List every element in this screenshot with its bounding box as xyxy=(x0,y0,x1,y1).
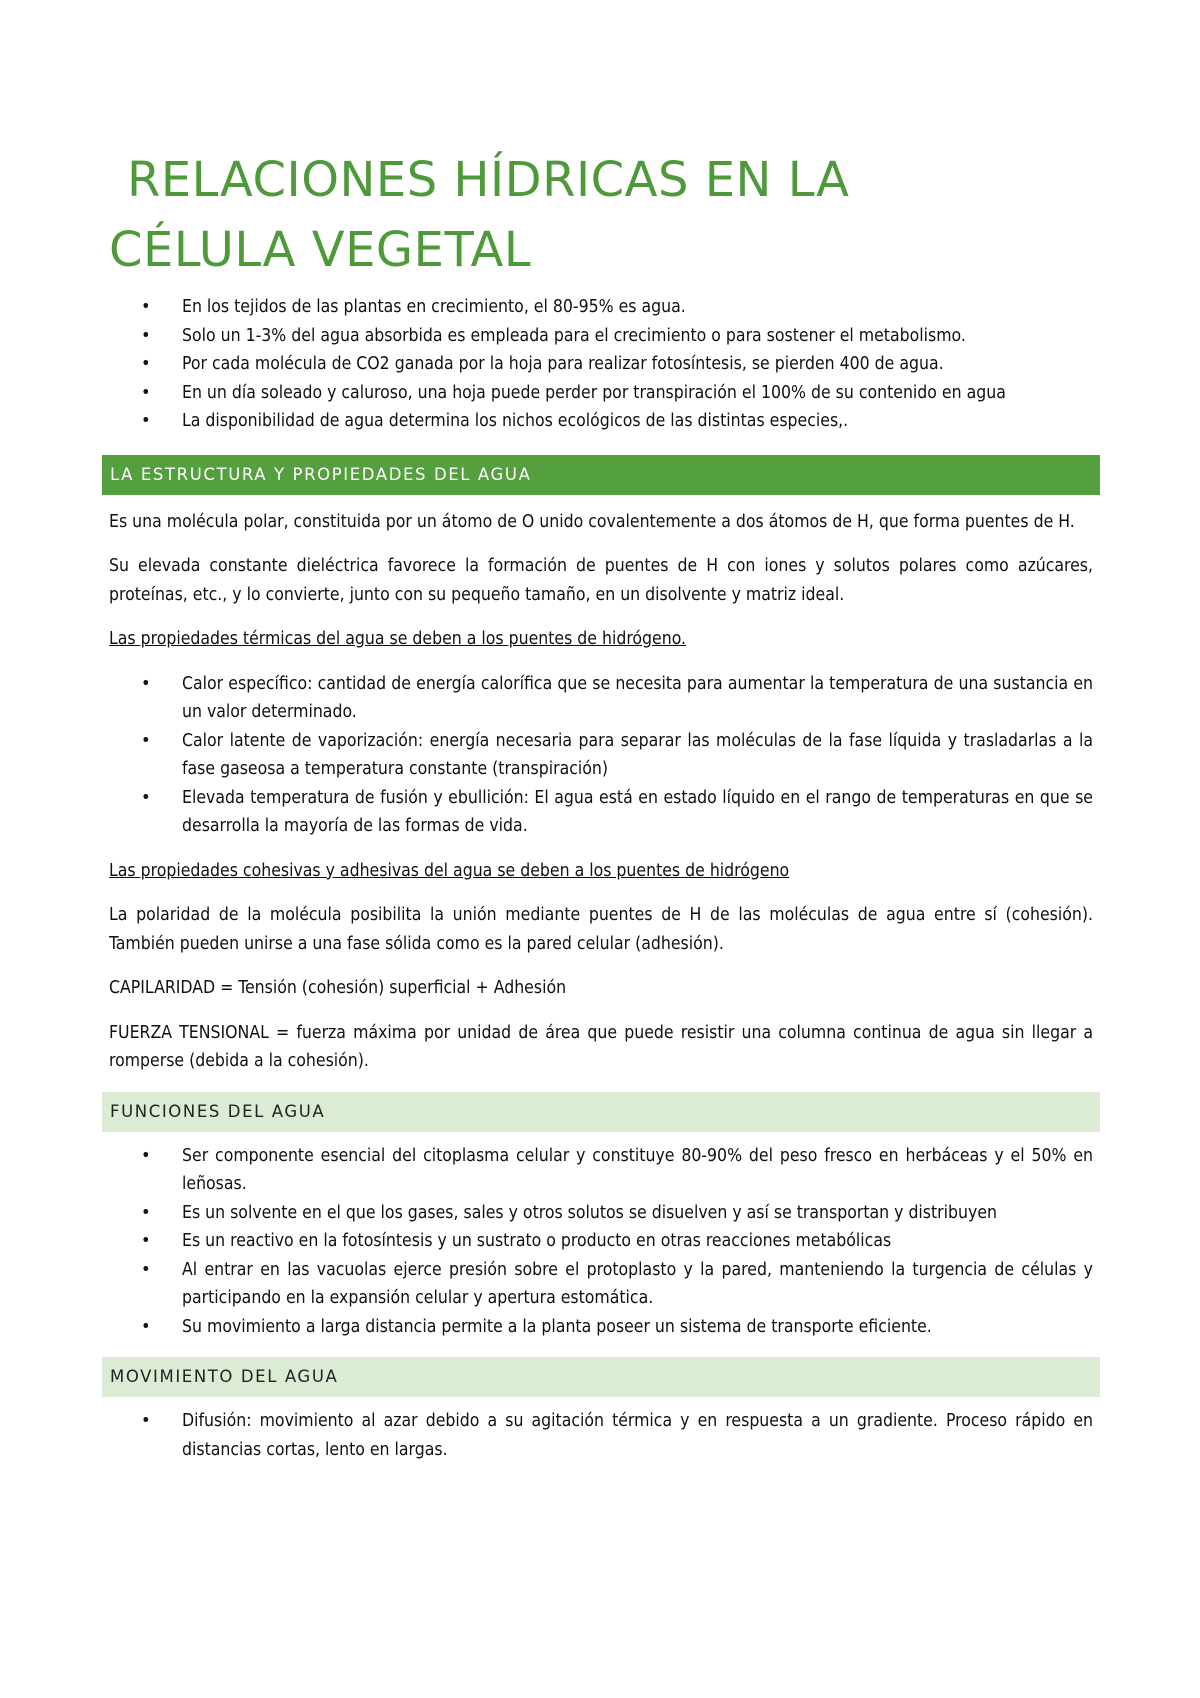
list-item: • En un día soleado y caluroso, una hoja puede perder por transpiración el 100% de su contenido en agua xyxy=(109,379,1093,408)
thermal-list xyxy=(109,670,1093,841)
subheading-cohesive: Las propiedades cohesivas y adhesivas del agua se deben a los puentes de hidrógeno xyxy=(109,860,790,881)
list-item: • Al entrar en las vacuolas ejerce presión sobre el protoplasto y la pared, manteniendo la turgencia de células y participando en la expansión celular y apertura estomática. xyxy=(109,1256,1093,1313)
section-heading-structure: LA ESTRUCTURA Y PROPIEDADES DEL AGUA xyxy=(102,455,1100,495)
list-item: • Su movimiento a larga distancia permite a la planta poseer un sistema de transporte eficiente. xyxy=(109,1313,1093,1342)
paragraph-tensile-force: FUERZA TENSIONAL = fuerza máxima por unidad de área que puede resistir una columna continua de agua sin llegar a romperse (debida a la cohesión). xyxy=(109,1022,1093,1071)
list-item: • Por cada molécula de CO2 ganada por la hoja para realizar fotosíntesis, se pierden 400 de agua. xyxy=(109,350,1093,379)
list-item: • Es un reactivo en la fotosíntesis y un sustrato o producto en otras reacciones metabólicas xyxy=(109,1227,1093,1256)
functions-list xyxy=(109,1142,1093,1342)
paragraph-polar-molecule: Es una molécula polar, constituida por un átomo de O unido covalentemente a dos átomos de H, que forma puentes de H. xyxy=(109,511,1075,532)
section-heading-movement: MOVIMIENTO DEL AGUA xyxy=(102,1357,1100,1397)
paragraph-capillarity: CAPILARIDAD = Tensión (cohesión) superficial + Adhesión xyxy=(109,978,567,998)
list-item: • Solo un 1-3% del agua absorbida es empleada para el crecimiento o para sostener el metabolismo. xyxy=(109,322,1093,351)
list-item: • Difusión: movimiento al azar debido a su agitación térmica y en respuesta a un gradiente. Proceso rápido en distancias cortas, lento en largas. xyxy=(109,1407,1093,1464)
paragraph-polarity: La polaridad de la molécula posibilita la unión mediante puentes de H de las moléculas de agua entre sí (cohesión). También pueden unirse a una fase sólida como es la pared celular (adhesión). xyxy=(109,905,1093,954)
section-heading-functions: FUNCIONES DEL AGUA xyxy=(102,1092,1100,1132)
subheading-thermal: Las propiedades térmicas del agua se deben a los puentes de hidrógeno. xyxy=(109,629,687,649)
title-line-2: CÉLULA VEGETAL xyxy=(109,222,532,278)
document-body xyxy=(109,293,1093,1464)
list-item: • Calor latente de vaporización: energía necesaria para separar las moléculas de la fase líquida y trasladarlas a la fase gaseosa a temperatura constante (transpiración) xyxy=(109,727,1093,784)
document-title xyxy=(109,145,1009,285)
movement-list xyxy=(109,1407,1093,1464)
list-item: • En los tejidos de las plantas en crecimiento, el 80-95% es agua. xyxy=(109,293,1093,322)
paragraph-dielectric: Su elevada constante dieléctrica favorece la formación de puentes de H con iones y solutos polares como azúcares, proteínas, etc., y lo convierte, junto con su pequeño tamaño, en un disolvente y matriz ideal. xyxy=(109,556,1093,605)
title-line-1: RELACIONES HÍDRICAS EN LA xyxy=(127,152,850,208)
list-item: • Calor específico: cantidad de energía calorífica que se necesita para aumentar la temperatura de una sustancia en un valor determinado. xyxy=(109,670,1093,727)
intro-list xyxy=(109,293,1093,436)
list-item: • La disponibilidad de agua determina los nichos ecológicos de las distintas especies,. xyxy=(109,407,1093,436)
list-item: • Elevada temperatura de fusión y ebullición: El agua está en estado líquido en el rango de temperaturas en que se desarrolla la mayoría de las formas de vida. xyxy=(109,784,1093,841)
list-item: • Es un solvente en el que los gases, sales y otros solutos se disuelven y así se transportan y distribuyen xyxy=(109,1199,1093,1228)
list-item: • Ser componente esencial del citoplasma celular y constituye 80-90% del peso fresco en herbáceas y el 50% en leñosas. xyxy=(109,1142,1093,1199)
